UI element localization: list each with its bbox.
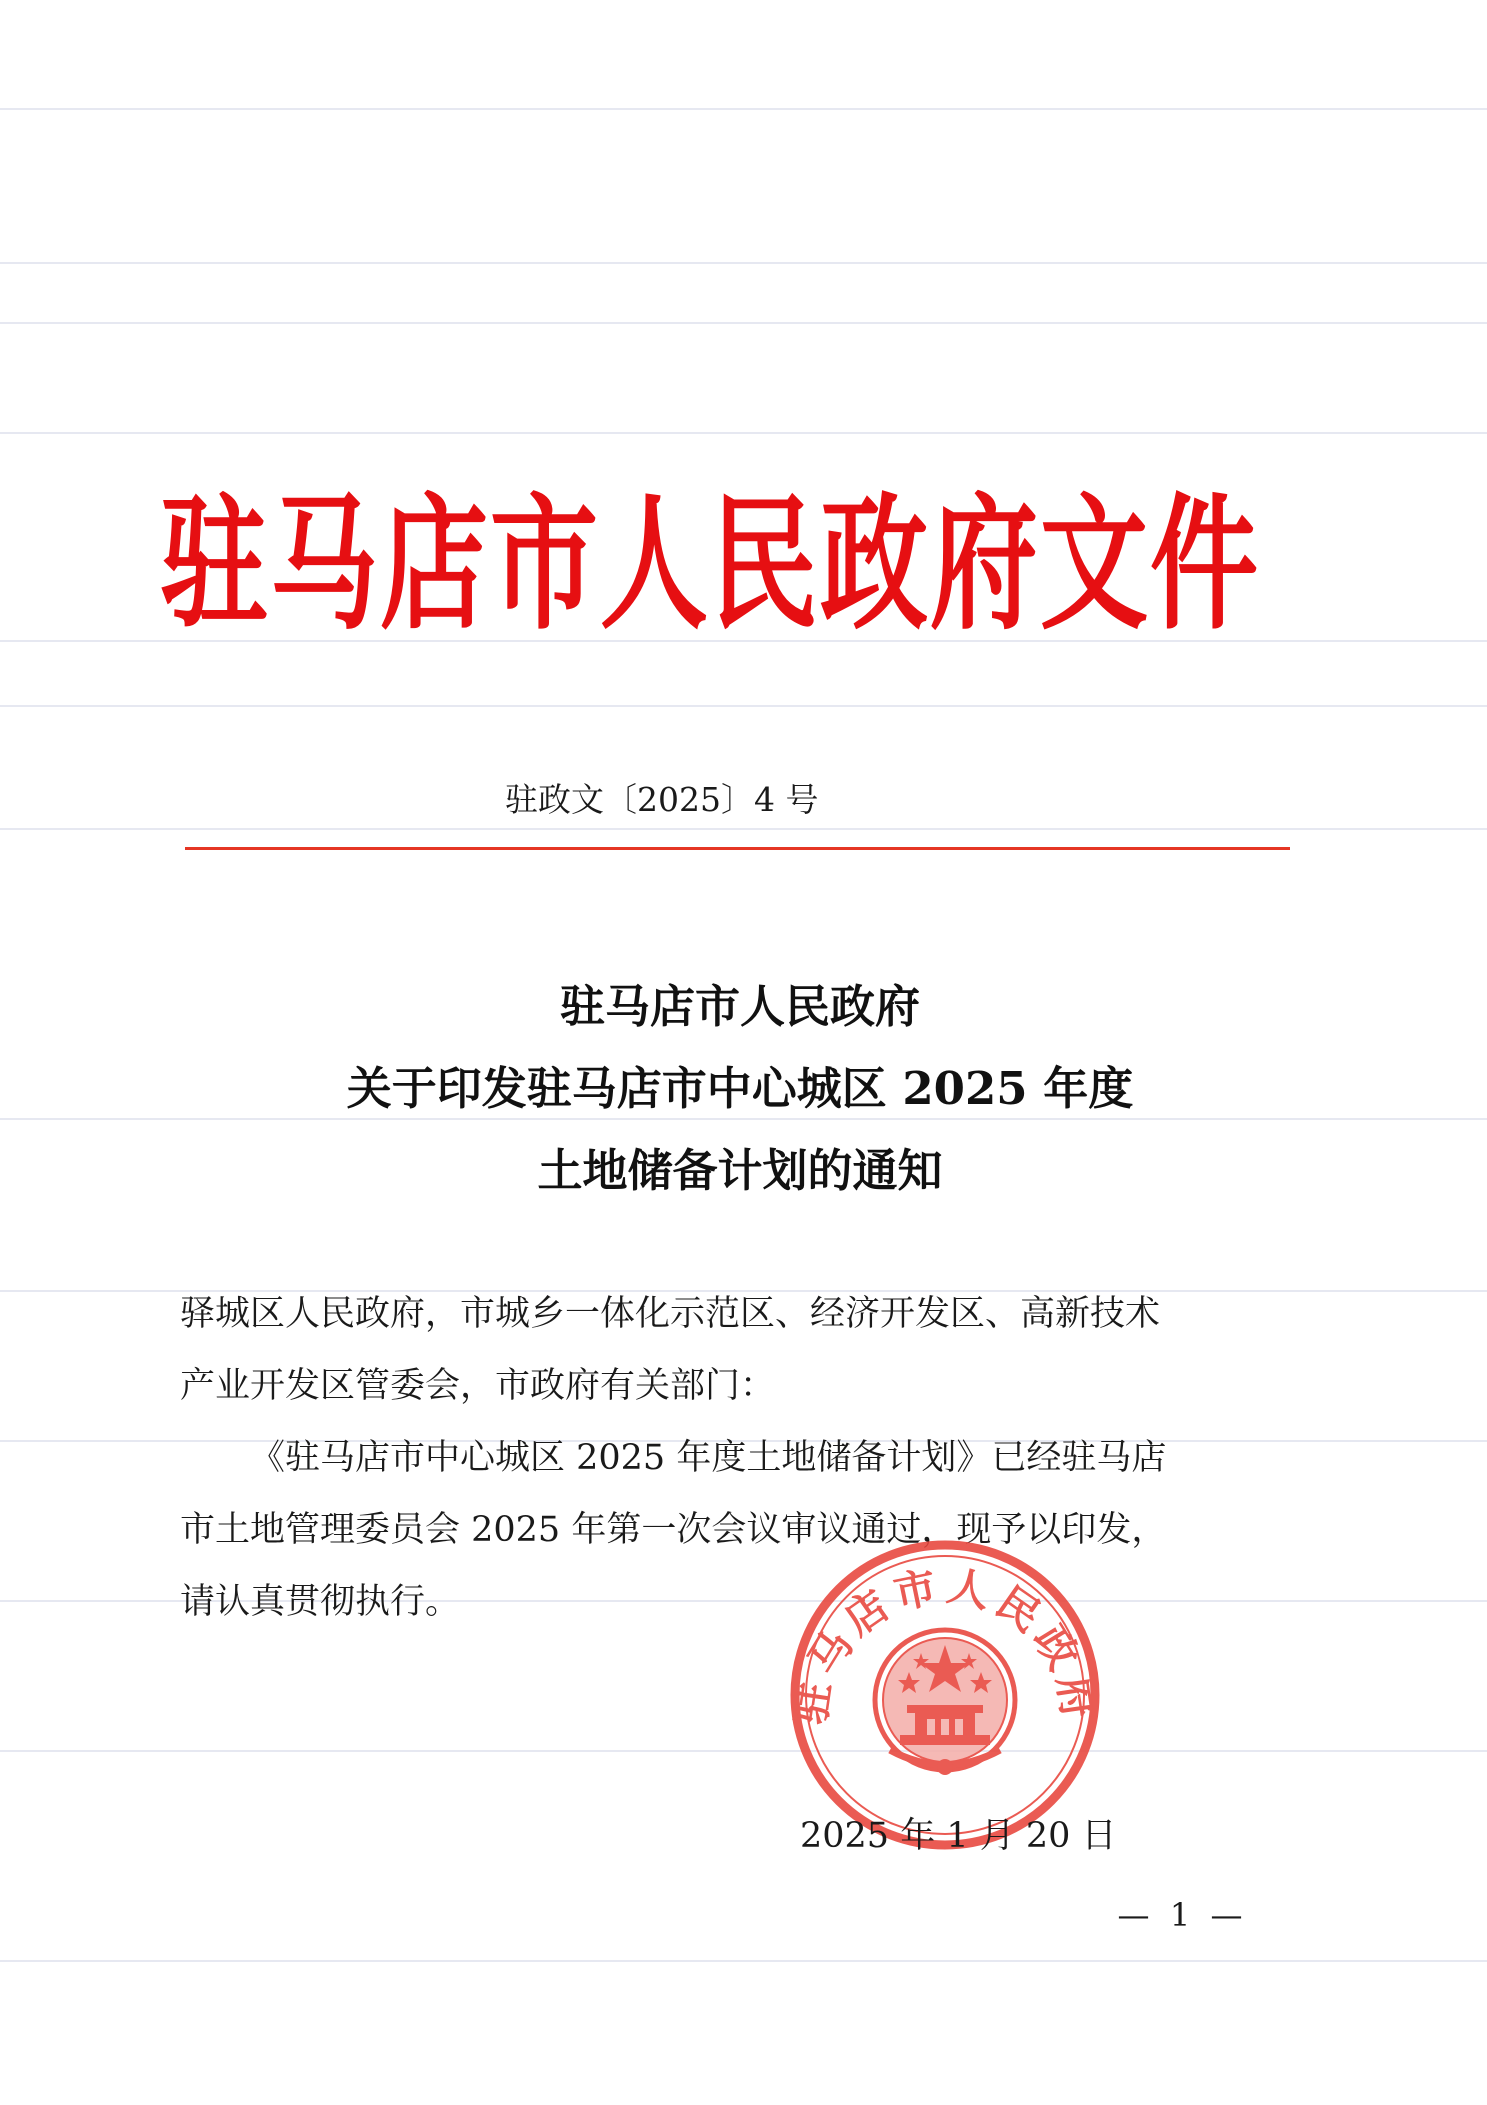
- paragraph-line3: 请认真贯彻执行。: [180, 1582, 461, 1622]
- document-header-title: 驻马店市人民政府文件: [159, 479, 1260, 651]
- page-number: — 1 —: [1117, 1896, 1243, 1934]
- addressee-line2: 产业开发区管委会，市政府有关部门：: [180, 1366, 776, 1406]
- notice-title-line1: 驻马店市人民政府: [559, 980, 920, 1033]
- scan-line: [0, 828, 1487, 830]
- issue-date: 2025 年 1 月 20 日: [800, 1816, 1117, 1856]
- document-number: 驻政文〔2025〕4 号: [505, 780, 819, 819]
- scan-line: [0, 1960, 1487, 1962]
- addressee-line1: 驿城区人民政府，市城乡一体化示范区、经济开发区、高新技术: [180, 1294, 1161, 1334]
- national-emblem-icon: [875, 1630, 1015, 1775]
- scan-line: [0, 705, 1487, 707]
- scan-line: [0, 322, 1487, 324]
- paragraph-line2: 市土地管理委员会 2025 年第一次会议审议通过，现予以印发，: [180, 1510, 1167, 1550]
- scan-line: [0, 262, 1487, 264]
- notice-title-line2: 关于印发驻马店市中心城区 2025 年度: [346, 1062, 1134, 1115]
- scan-line: [0, 1750, 1487, 1752]
- seal-text: 驻马店市人民政府: [786, 1560, 1104, 1728]
- paragraph-line1: 《驻马店市中心城区 2025 年度土地储备计划》已经驻马店: [250, 1438, 1167, 1478]
- notice-title-line3: 土地储备计划的通知: [537, 1144, 943, 1197]
- scan-line: [0, 108, 1487, 110]
- red-divider: [185, 847, 1290, 850]
